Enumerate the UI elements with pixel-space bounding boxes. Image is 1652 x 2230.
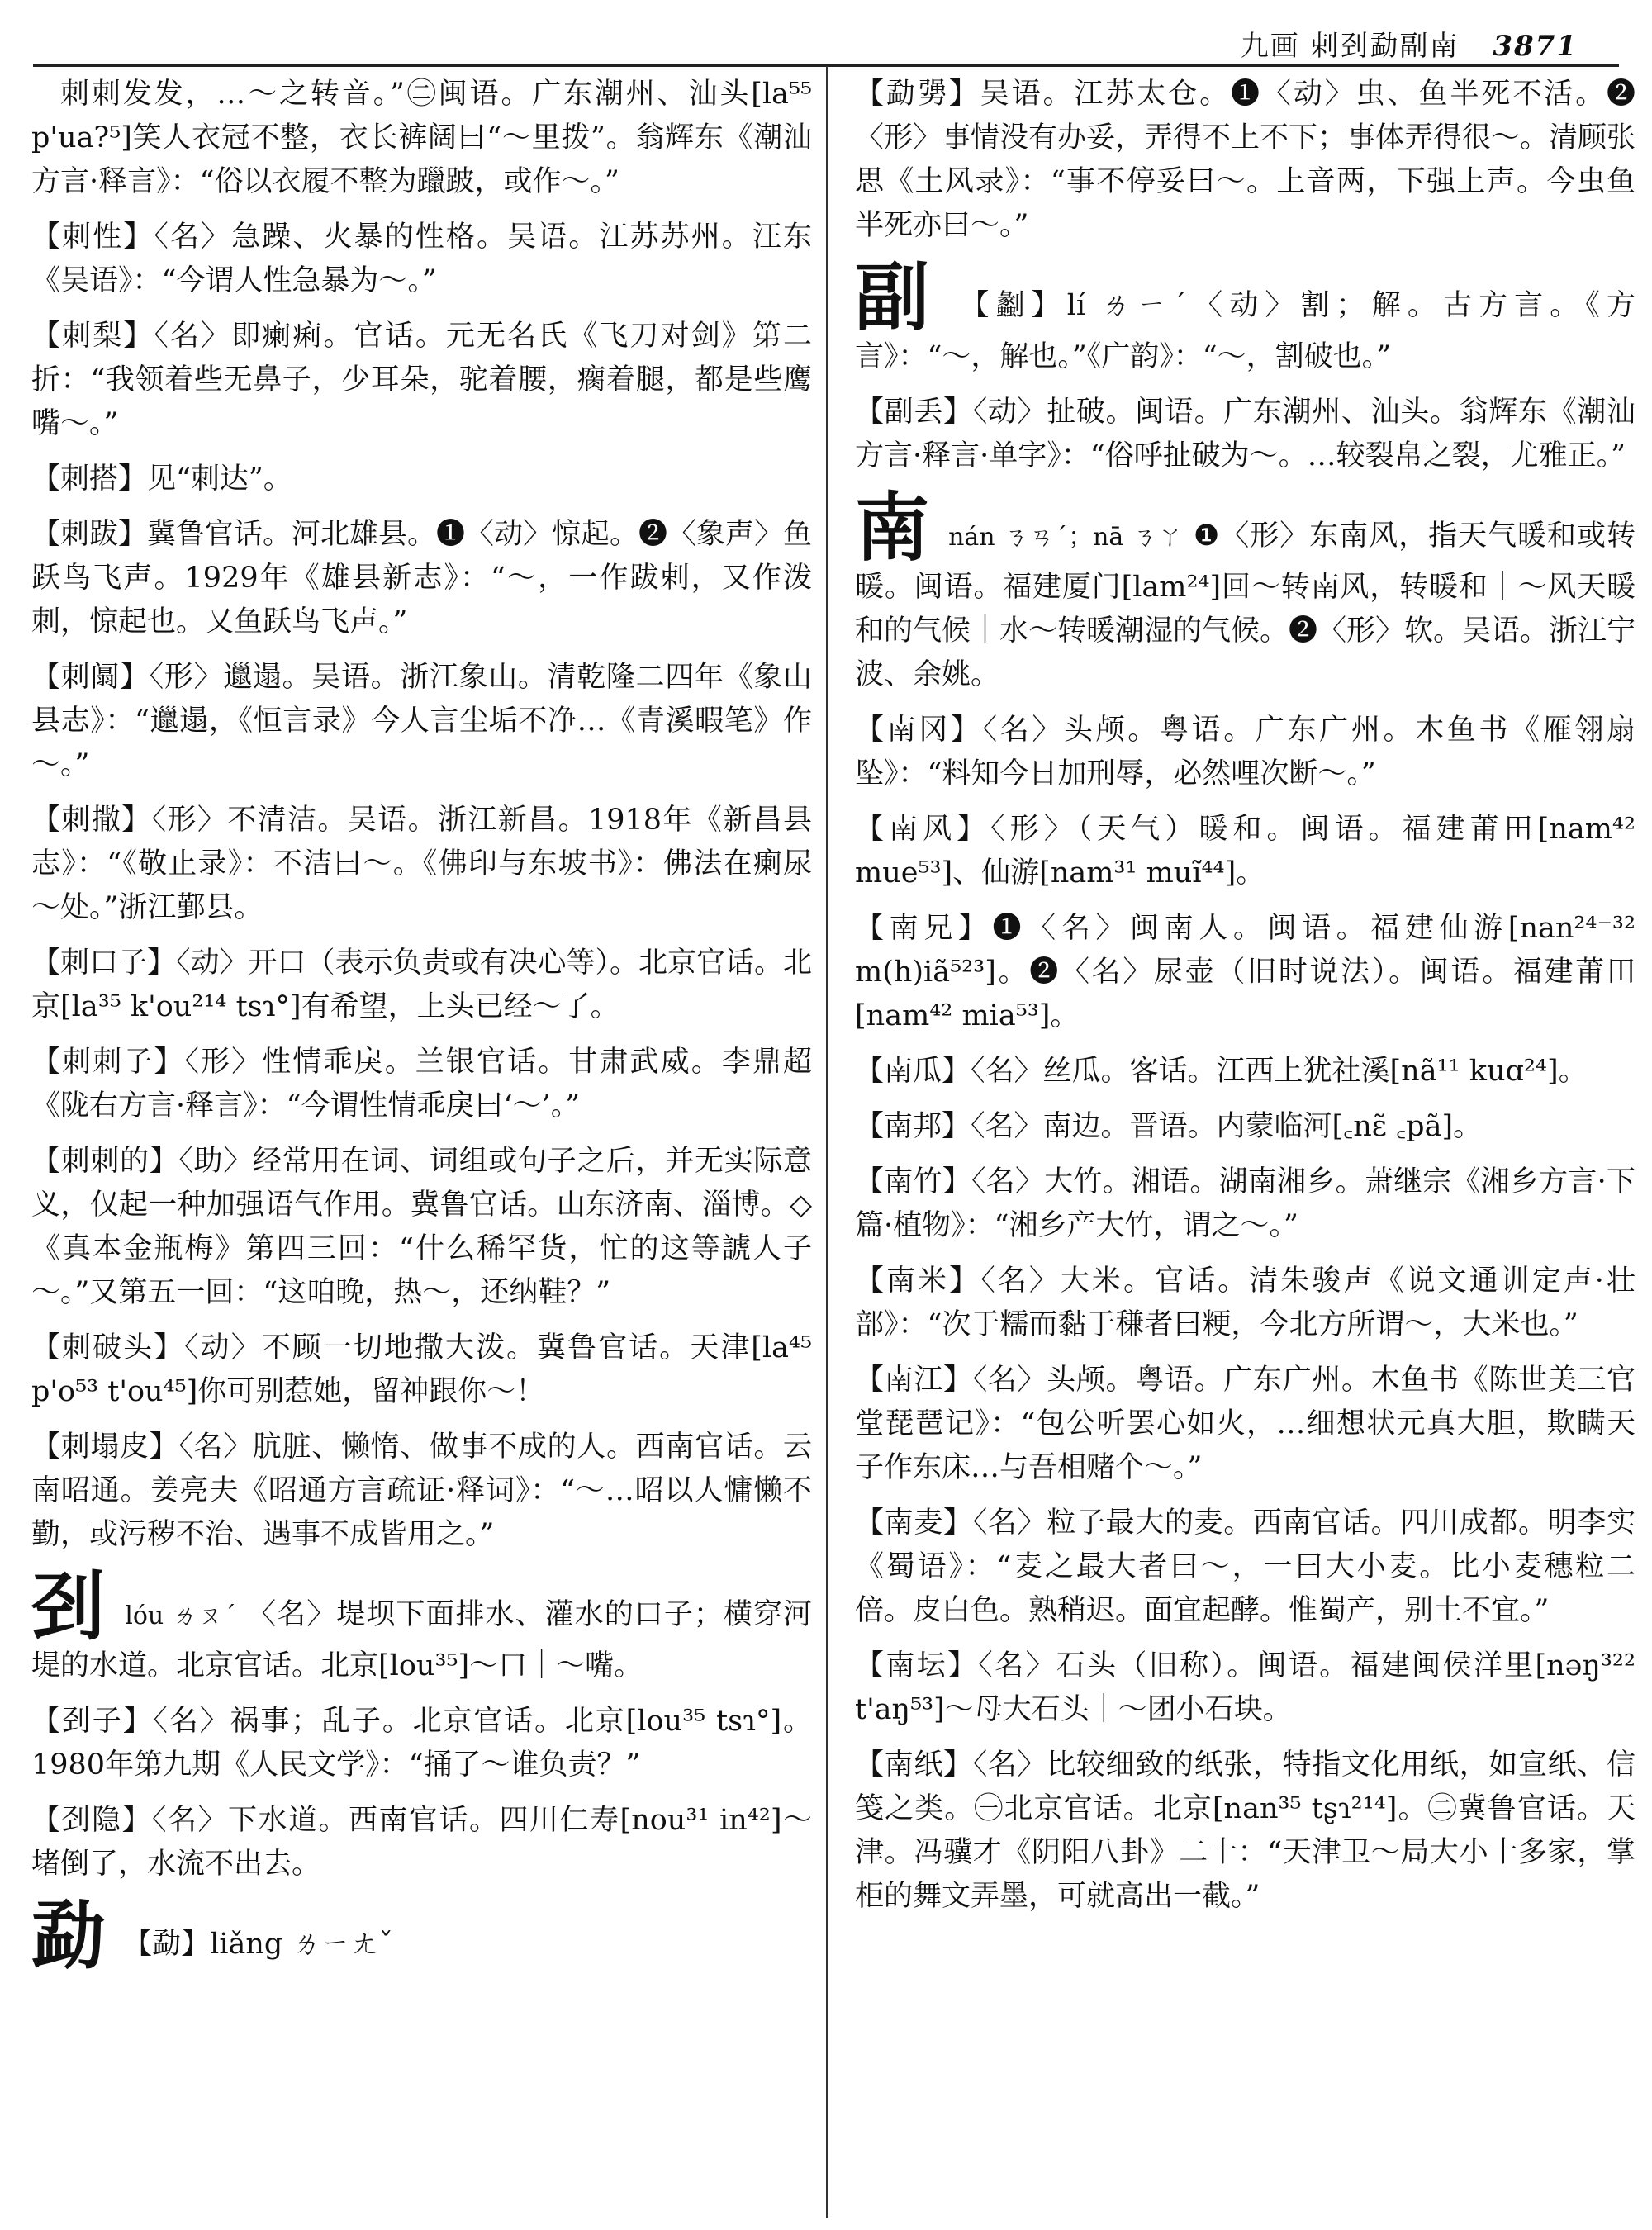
entry-louyin: 【刭隐】〈名〉下水道。西南官话。四川仁寿[nou³¹ in⁴²]～堵倒了，水流不出去。 xyxy=(31,1804,812,1881)
entry-cisa: 【刺撒】〈形〉不清洁。吴语。浙江新昌。1918年《新昌县志》：“《敬止录》：不洁曰～。《佛印与东坡书》：佛法在瘌尿～处。”浙江鄞县。 xyxy=(31,804,812,924)
running-head xyxy=(1241,23,1578,64)
entry-nanzhu: 【南竹】〈名〉大竹。湘语。湖南湘乡。萧继宗《湘乡方言·下篇·植物》：“湘乡产大竹，谓之～。” xyxy=(855,1165,1635,1242)
entry-nanbang: 【南邦】〈名〉南边。晋语。内蒙临河[꜀nɛ̃ ꜀pã]。 xyxy=(855,1110,1483,1143)
entry-nanzhi: 【南纸】〈名〉比较细致的纸张，特指文化用纸，如宣纸、信笺之类。㊀北京官话。北京[nan³⁵ tʂɿ²¹⁴]。㊁冀鲁官话。天津。冯骥才《阴阳八卦》二十：“天津卫～局大小十多家，掌柜的舞文弄墨，可就高出一截。” xyxy=(855,1748,1635,1913)
def-li: 【劙】lí ㄌㄧˊ〈动〉割；解。古方言。《方言》：“～，解也。”《广韵》：“～，割破也。” xyxy=(855,289,1636,373)
def-nan: ❶〈形〉东南风，指天气暖和或转暖。闽语。福建厦门[lam²⁴]回～转南风，转暖和｜～风天暖和的气候｜水～转暖潮湿的气候。❷〈形〉软。吴语。浙江宁波、余姚。 xyxy=(855,520,1636,691)
entry-nantan: 【南坛】〈名〉石头（旧称）。闽语。福建闽侯洋里[nəŋ³²² t'aŋ⁵³]～母大石头｜～团小石块。 xyxy=(855,1649,1635,1726)
entry-cipotou: 【刺破头】〈动〉不顾一切地撒大泼。冀鲁官话。天津[la⁴⁵ p'o⁵³ t'ou⁴⁵]你可别惹她，留神跟你～！ xyxy=(31,1331,812,1408)
entry-citapi: 【刺塌皮】〈名〉肮脏、懒惰、做事不成的人。西南官话。云南昭通。姜亮夫《昭通方言疏证·释词》：“～…昭以人慵懒不勤，或污秽不治、遇事不成皆用之。” xyxy=(31,1431,812,1551)
entry-cikouzi: 【刺口子】〈动〉开口（表示负责或有决心等）。北京官话。北京[la³⁵ k'ou²¹⁴ tsɿ°]有希望，上头已经～了。 xyxy=(31,947,813,1023)
section-title: 九画 剌刭勐副南 xyxy=(1240,30,1460,63)
entry-liang xyxy=(31,1892,812,1980)
entry-cili: 【刺梨】〈名〉即瘌痢。官话。元无名氏《飞刀对剑》第二折：“我领着些无鼻子，少耳朵，驼着腰，瘸着腿，都是些鹰嘴～。” xyxy=(31,320,812,440)
entry-li xyxy=(855,254,1636,379)
head-char-li: 副 xyxy=(855,254,937,341)
entry-nanxiong: 【南兄】❶〈名〉闽南人。闽语。福建仙游[nan²⁴⁻³² m(h)iã⁵²³]。❷〈名〉尿壶（旧时说法）。闽语。福建莆田[nam⁴² mia⁵³]。 xyxy=(855,912,1635,1032)
column-divider xyxy=(826,66,828,2218)
entry-cida: 【刺搭】见“刺达”。 xyxy=(31,463,292,496)
entry-nanmi: 【南米】〈名〉大米。官话。清朱骏声《说文通训定声·壮部》：“次于糯而黏于稴者曰粳，今北方所谓～，大米也。” xyxy=(855,1264,1635,1341)
pron-nan: nán ㄋㄢˊ；nā ㄋㄚ xyxy=(948,523,1184,552)
right-column xyxy=(855,73,1635,1930)
entry-nan xyxy=(855,484,1636,697)
entry-continuation: 刺刺发发，…～之转音。”㊁闽语。广东潮州、汕头[la⁵⁵ p'ua?⁵]笑人衣冠不整，衣长裤阔曰“～里拨”。翁辉东《潮汕方言·释言》：“俗以衣履不整为躐跛，或作～。” xyxy=(31,78,812,198)
entry-cita: 【刺阘】〈形〉邋遢。吴语。浙江象山。清乾隆二四年《象山县志》：“邋遢，《恒言录》今人言尘垢不净…《青溪暇笔》作～。” xyxy=(31,661,812,781)
head-char-liang: 勐 xyxy=(31,1892,106,1980)
entry-lidiu: 【副丢】〈动〉扯破。闽语。广东潮州、汕头。翁辉东《潮汕方言·释言·单字》：“俗呼扯破为～。…较裂帛之裂，尤雅正。” xyxy=(855,396,1635,472)
def-liang: 【勐】liǎng ㄌㄧㄤˇ xyxy=(123,1928,393,1961)
entry-cixing: 【刺性】〈名〉急躁、火暴的性格。吴语。江苏苏州。汪东《吴语》：“今谓人性急暴为～。” xyxy=(31,221,812,297)
entry-lou xyxy=(31,1563,813,1688)
page-number: 3871 xyxy=(1493,30,1578,63)
entry-nangua: 【南瓜】〈名〉丝瓜。客话。江西上犹社溪[nã¹¹ kuɑ²⁴]。 xyxy=(855,1055,1588,1088)
entry-nangang: 【南冈】〈名〉头颅。粤语。广东广州。木鱼书《雁翎扇坠》：“料知今日加刑辱，必然哩次断～。” xyxy=(855,714,1635,790)
entry-cicizi: 【刺刺子】〈形〉性情乖戾。兰银官话。甘肃武威。李鼎超《陇右方言·释言》：“今谓性情乖戾曰‘～’。” xyxy=(31,1046,812,1122)
entry-nanjiang: 【南江】〈名〉头颅。粤语。广东广州。木鱼书《陈世美三官堂琵琶记》：“包公听罢心如火，…细想状元真大胆，欺瞒天子作东床…与吾相赌个～。” xyxy=(855,1364,1635,1484)
head-char-lou: 刭 xyxy=(31,1563,107,1650)
head-char-nan: 南 xyxy=(855,484,930,572)
entry-nanfeng: 【南风】〈形〉（天气）暖和。闽语。福建莆田[nam⁴² mue⁵³]、仙游[nam³¹ muĩ⁴⁴]。 xyxy=(855,813,1635,890)
entry-nanmai: 【南麦】〈名〉粒子最大的麦。西南官话。四川成都。明李实《蜀语》：“麦之最大者曰～，一曰大小麦。比小麦穗粒二倍。皮白色。熟稍迟。面宜起酵。惟蜀产，别土不宜。” xyxy=(855,1506,1635,1627)
pron-lou: lóu ㄌㄡˊ xyxy=(125,1601,237,1630)
entry-ciba: 【刺跋】冀鲁官话。河北雄县。❶〈动〉惊起。❷〈象声〉鱼跃鸟飞声。1929年《雄县新志》：“～，一作跋剌，又作泼刺，惊起也。又鱼跃鸟飞声。” xyxy=(31,518,813,638)
def-lou: 〈名〉堤坝下面排水、灌水的口子；横穿河堤的水道。北京官话。北京[lou³⁵]～口｜～嘴。 xyxy=(31,1598,813,1682)
entry-liangjiang: 【勐勥】吴语。江苏太仓。❶〈动〉虫、鱼半死不活。❷〈形〉事情没有办妥，弄得不上不下；事体弄得很～。清顾张思《土风录》：“事不停妥曰～。上音两，下强上声。今虫鱼半死亦曰～。” xyxy=(855,78,1636,242)
left-column xyxy=(31,73,812,1986)
entry-cicide: 【刺刺的】〈助〉经常用在词、词组或句子之后，并无实际意义，仅起一种加强语气作用。冀鲁官话。山东济南、淄博。◇《真本金瓶梅》第四三回：“什么稀罕货，忙的这等諕人子～。”又第五一回：“这咱晚，热～，还纳鞋？” xyxy=(31,1145,812,1309)
entry-louzi: 【刭子】〈名〉祸事；乱子。北京官话。北京[lou³⁵ tsɿ°]。1980年第九期《人民文学》：“捅了～谁负责？” xyxy=(31,1705,812,1782)
